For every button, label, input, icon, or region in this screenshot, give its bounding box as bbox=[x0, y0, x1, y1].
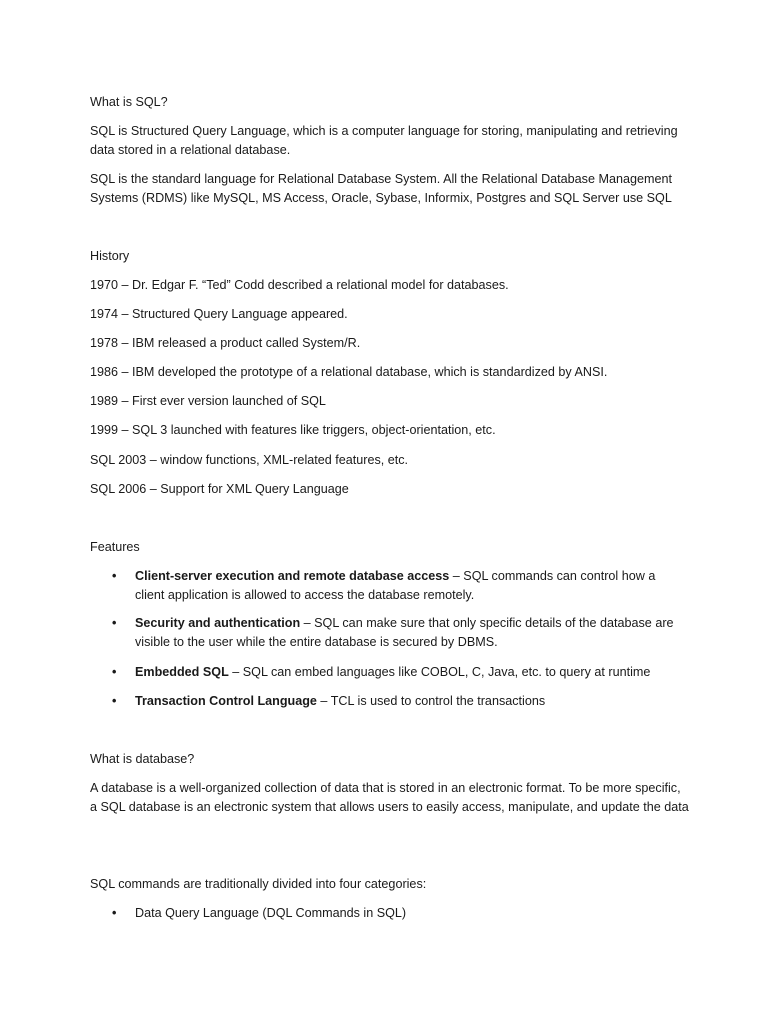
history-item: 1974 – Structured Query Language appeared. bbox=[90, 307, 348, 321]
heading-history: History bbox=[90, 249, 130, 263]
bullet-icon: • bbox=[112, 694, 117, 708]
feature-term: Security and authentication bbox=[135, 616, 301, 630]
history-item: SQL 2006 – Support for XML Query Language bbox=[90, 482, 349, 496]
history-item: 1978 – IBM released a product called System/R. bbox=[90, 336, 361, 350]
command-category: Data Query Language (DQL Commands in SQL) bbox=[135, 906, 407, 920]
paragraph-sql-definition: SQL is Structured Query Language, which is a computer language for storing, manipulating and retrieving data stored in a relational database. bbox=[90, 124, 678, 157]
feature-description: – TCL is used to control the transactions bbox=[316, 694, 546, 708]
heading-what-is-sql: What is SQL? bbox=[90, 95, 168, 109]
heading-features: Features bbox=[90, 540, 140, 554]
history-item: 1970 – Dr. Edgar F. “Ted” Codd described a relational model for databases. bbox=[90, 278, 509, 292]
paragraph-database-definition: A database is a well-organized collection of data that is stored in an electronic format. To be more specific, a SQL database is an electronic system that allows users to easily access, manipulate, and update the data bbox=[90, 781, 689, 814]
history-item: 1999 – SQL 3 launched with features like triggers, object-orientation, etc. bbox=[90, 423, 496, 437]
history-item: 1989 – First ever version launched of SQL bbox=[90, 394, 326, 408]
feature-description: – SQL commands can control how a client application is allowed to access the database remotely. bbox=[135, 569, 656, 602]
bullet-icon: • bbox=[112, 906, 117, 920]
feature-term: Transaction Control Language bbox=[135, 694, 317, 708]
history-item: SQL 2003 – window functions, XML-related features, etc. bbox=[90, 453, 409, 467]
feature-term: Client-server execution and remote database access bbox=[135, 569, 450, 583]
bullet-icon: • bbox=[112, 569, 117, 583]
paragraph-sql-standard: SQL is the standard language for Relational Database System. All the Relational Database Management Systems (RDMS) like MySQL, MS Access, Oracle, Sybase, Informix, Postgres and SQL Server use SQL bbox=[90, 172, 672, 205]
bullet-icon: • bbox=[112, 665, 117, 679]
history-item: 1986 – IBM developed the prototype of a relational database, which is standardized by ANSI. bbox=[90, 365, 608, 379]
bullet-icon: • bbox=[112, 616, 117, 630]
feature-term: Embedded SQL bbox=[135, 665, 229, 679]
paragraph-sql-commands-intro: SQL commands are traditionally divided into four categories: bbox=[90, 877, 427, 891]
feature-description: – SQL can embed languages like COBOL, C, Java, etc. to query at runtime bbox=[228, 665, 651, 679]
heading-what-is-database: What is database? bbox=[90, 752, 195, 766]
feature-description: – SQL can make sure that only specific details of the database are visible to the user while the entire database is secured by DBMS. bbox=[135, 616, 674, 649]
